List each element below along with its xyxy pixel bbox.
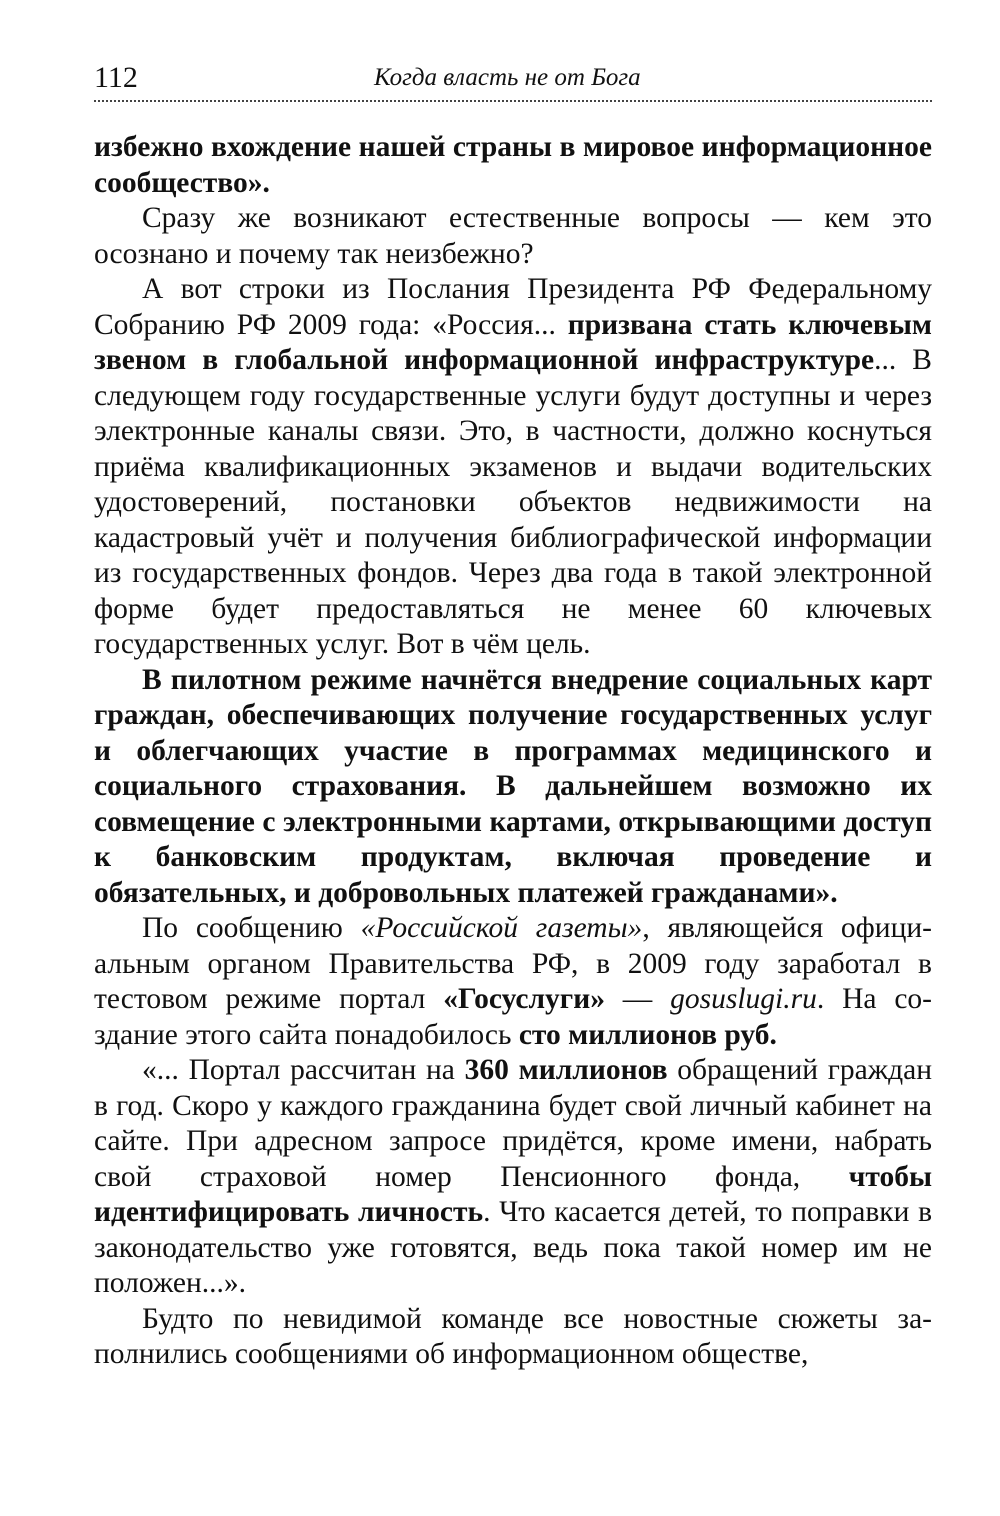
- page-number: 112: [94, 61, 138, 94]
- text-run: , являющейся официальным органом Правительства РФ, в 2009 году заработал в тестовом режиме портал: [94, 912, 932, 1015]
- bold-text: призвана стать ключевым звеном в глобальной информационной инфраструктуре: [94, 308, 932, 376]
- text-run: По сообщению: [142, 912, 361, 944]
- paragraph: [94, 1302, 932, 1373]
- paragraph: [94, 1053, 932, 1302]
- bold-text: В пилотном режиме начнётся внедрение социальных карт граждан, обеспечивающих получение государственных услуг и облегчающих участие в программах медицинского и социального страхования. В дальнейшем возможно их совмещение с электронными картами, открывающими доступ к банковским продуктам, включая проведение и обязательных, и добровольных платежей гражданами».: [94, 663, 932, 909]
- paragraph: [94, 663, 932, 912]
- paragraph-continued: [94, 130, 932, 201]
- paragraph: [94, 911, 932, 1053]
- bold-text: 360 миллионов: [464, 1054, 668, 1086]
- bold-text: «Госуслуги»: [443, 983, 605, 1015]
- text-run: —: [604, 983, 671, 1015]
- text-run: А вот строки из Послания Президента РФ Федеральному Собранию РФ 2009 года: «Россия...: [94, 273, 932, 341]
- text-run: обращений граждан в год. Скоро у каждого гражданина будет свой личный кабинет на сайте. При адресном запросе придётся, кроме имени, набрать свой страховой номер Пенсионного фонда,: [94, 1054, 932, 1193]
- bold-text: чтобы идентифицировать личность: [94, 1160, 932, 1228]
- text-run: . Что касается детей, то поправки в законодательство уже готовятся, ведь пока такой номер им не положен...».: [94, 1196, 933, 1299]
- paragraph: [94, 272, 932, 663]
- italic-text: «Российской газеты»: [360, 912, 643, 944]
- text-run: «... Портал рассчитан на: [142, 1054, 465, 1086]
- page-content: [94, 58, 932, 1373]
- bold-text: избежно вхождение нашей страны в мировое информационное сообщество».: [94, 131, 932, 199]
- text-run: ... В следующем году государственные услуги будут доступны и через электронные каналы связи. Это, в частности, должно коснуться приёма квалификационных экзаменов и выдачи водительских удостоверений, постановки объектов недвижимости на кадастровый учёт и получения библиографической информации из государственных фондов. Через два года в такой электронной форме будет предоставляться не менее 60 ключевых государственных услуг. Вот в чём цель.: [94, 344, 932, 660]
- paragraph: [94, 201, 932, 272]
- text-run: . На создание этого сайта понадобилось: [94, 983, 932, 1051]
- body-text: [94, 130, 932, 1373]
- running-header: [94, 58, 932, 102]
- bold-text: сто миллионов руб.: [518, 1018, 777, 1051]
- italic-text: gosuslugi.ru: [670, 983, 817, 1015]
- text-run: Сразу же возникают естественные вопросы — кем это осознано и почему так неизбежно?: [94, 202, 932, 270]
- text-run: Будто по невидимой команде все новостные сюжеты заполнились сообщениями об информационном обществе,: [94, 1302, 932, 1370]
- running-title: Когда власть не от Бога: [374, 64, 641, 91]
